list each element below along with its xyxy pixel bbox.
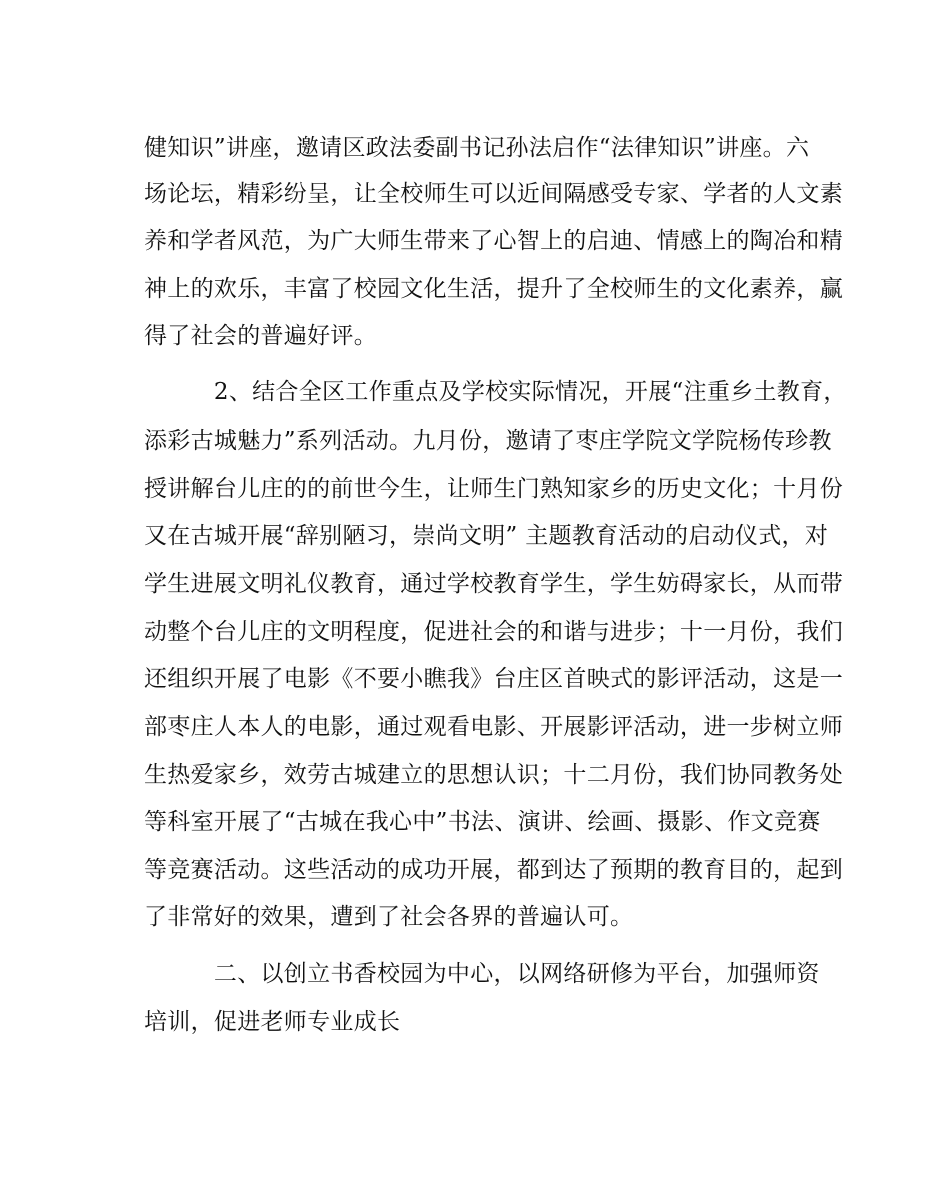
text-line: 神上的欢乐，丰富了校园文化生活，提升了全校师生的文化素养，赢 (144, 276, 843, 302)
text-line: 健知识”讲座，邀请区政法委副书记孙法启作“法律知识”讲座。六 (144, 135, 810, 161)
text-line: 养和学者风范，为广大师生带来了心智上的启迪、情感上的陶冶和精 (144, 228, 843, 254)
text-line: 生热爱家乡，效劳古城建立的思想认识；十二月份，我们协同教务处 (144, 762, 843, 788)
text-line: 2、结合全区工作重点及学校实际情况，开展“注重乡土教育， (144, 379, 847, 405)
text-line: 动整个台儿庄的文明程度，促进社会的和谐与进步；十一月份，我们 (144, 619, 843, 645)
text-line: 培训，促进老师专业成长 (144, 1009, 401, 1035)
text-line: 等竞赛活动。这些活动的成功开展，都到达了预期的教育目的，起到 (144, 857, 843, 883)
text-line: 学生进展文明礼仪教育，通过学校教育学生，学生妨碍家长，从而带 (144, 571, 843, 597)
text-line: 了非常好的效果，遭到了社会各界的普遍认可。 (144, 904, 634, 930)
text-line: 二、以创立书香校园为中心，以网络研修为平台，加强师资 (144, 961, 820, 987)
text-line: 授讲解台儿庄的的前世今生，让师生门熟知家乡的历史文化；十月份 (144, 476, 843, 502)
text-line: 又在古城开展“辞别陋习，崇尚文明” 主题教育活动的启动仪式，对 (144, 523, 829, 549)
text-line: 还组织开展了电影《不要小瞧我》台庄区首映式的影评活动，这是一 (144, 666, 843, 692)
text-line: 添彩古城魅力”系列活动。九月份，邀请了枣庄学院文学院杨传珍教 (144, 428, 832, 454)
text-line: 等科室开展了“古城在我心中”书法、演讲、绘画、摄影、作文竞赛 (144, 809, 821, 835)
text-line: 场论坛，精彩纷呈，让全校师生可以近间隔感受专家、学者的人文素 (144, 181, 843, 207)
text-line: 得了社会的普遍好评。 (144, 323, 377, 349)
text-line: 部枣庄人本人的电影，通过观看电影、开展影评活动，进一步树立师 (144, 714, 843, 740)
